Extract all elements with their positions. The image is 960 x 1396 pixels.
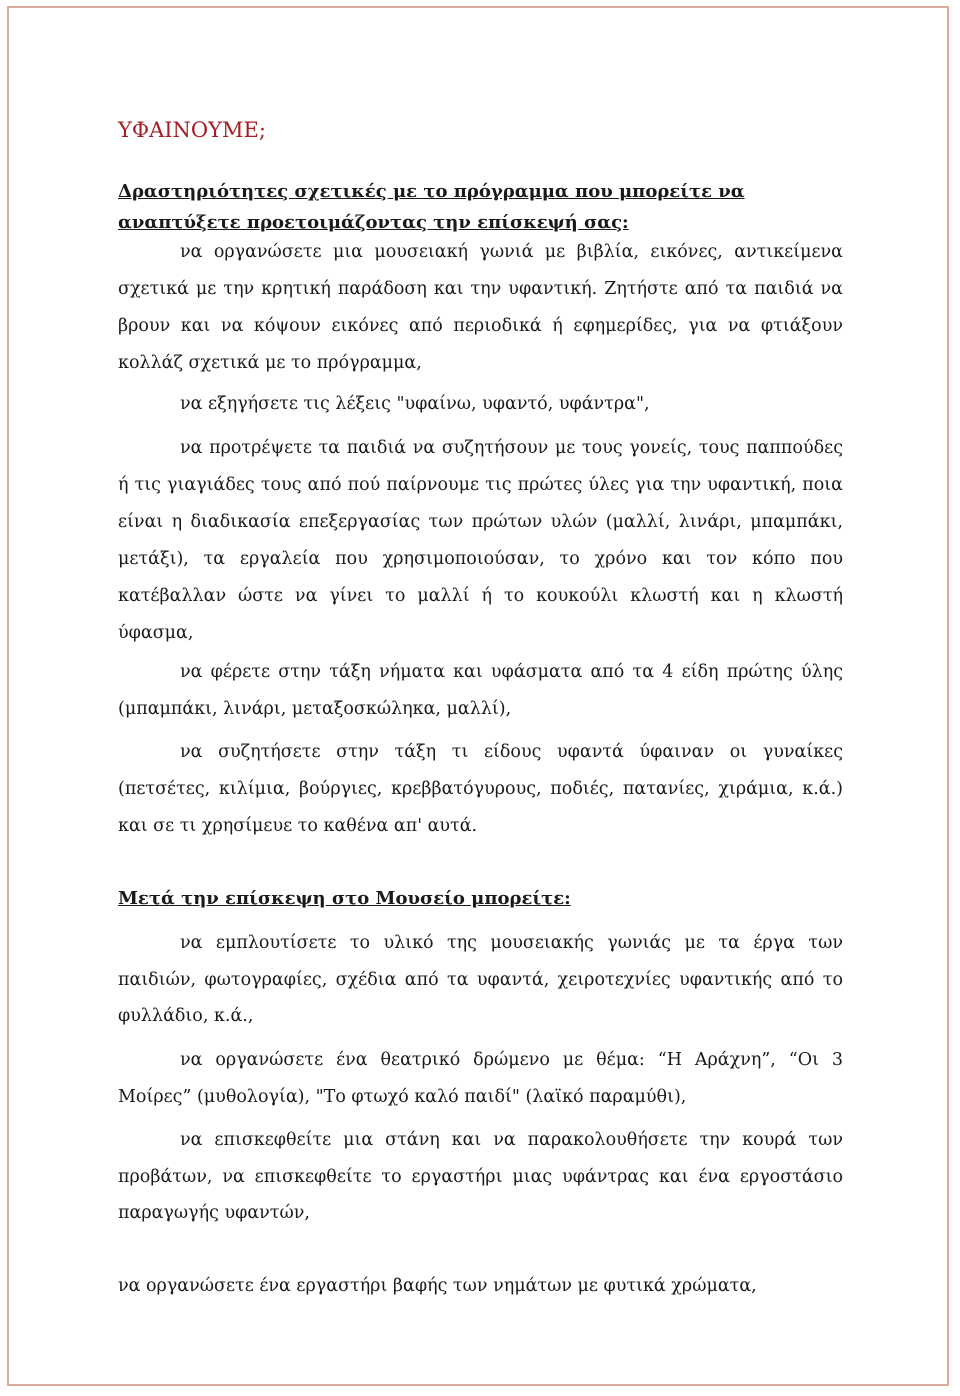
paragraph-discuss-with-parents: να προτρέψετε τα παιδιά να συζητήσουν με τους γονείς, τους παππούδες ή τις γιαγιάδες τους από πού παίρνουμε τις πρώτες ύλες για την υφαντική, ποια είναι η διαδικασία επεξεργασίας των πρώτων υλών (μαλλί, λινάρι, μπαμπάκι, μετάξι), τα εργαλεία που χρησιμοποιούσαν, το χρόνο και τον κόπο που κατέβαλλαν ώστε να γίνει το μαλλί ή το κουκούλι κλωστή και η κλωστή ύφασμα,	[118, 438, 843, 643]
paragraph-theatre: να οργανώσετε ένα θεατρικό δρώμενο με θέμα: “Η Αράχνη”, “Οι 3 Μοίρες” (μυθολογία), "Το φτωχό καλό παιδί" (λαϊκό παραμύθι),	[118, 1050, 843, 1107]
paragraph-visit-sheepfold: να επισκεφθείτε μια στάνη και να παρακολουθήσετε την κουρά των προβάτων, να επισκεφθείτε το εργαστήρι μιας υφάντρας και ένα εργοστάσιο παραγωγής υφαντών,	[118, 1130, 843, 1223]
paragraph-dyeing-workshop: να οργανώσετε ένα εργαστήρι βαφής των νημάτων με φυτικά χρώματα,	[118, 1276, 757, 1296]
section-heading-after-visit: Μετά την επίσκεψη στο Μουσείο μπορείτε:	[118, 888, 571, 909]
paragraph-explain-words: να εξηγήσετε τις λέξεις "υφαίνω, υφαντό, υφάντρα",	[180, 394, 650, 414]
paragraph-museum-corner: να οργανώσετε μια μουσειακή γωνιά με βιβλία, εικόνες, αντικείμενα σχετικά με την κρητική παράδοση και την υφαντική. Ζητήστε από τα παιδιά να βρουν και να κόψουν εικόνες από περιοδικά ή εφημερίδες, για να φτιάξουν κολλάζ σχετικά με το πρόγραμμα,	[118, 242, 843, 373]
section-heading-before-visit: Δραστηριότητες σχετικές με το πρόγραμμα που μπορείτε να αναπτύξετε προετοιμάζοντας την επίσκεψή σας:	[118, 181, 745, 233]
paragraph-enrich-corner: να εμπλουτίσετε το υλικό της μουσειακής γωνιάς με τα έργα των παιδιών, φωτογραφίες, σχέδια από τα υφαντά, χειροτεχνίες υφαντικής από το φυλλάδιο, κ.ά.,	[118, 933, 843, 1026]
paragraph-discuss-weavings: να συζητήσετε στην τάξη τι είδους υφαντά ύφαιναν οι γυναίκες (πετσέτες, κιλίμια, βούργιες, κρεββατόγυρους, ποδιές, πατανίες, χιράμια, κ.ά.) και σε τι χρησίμευε το καθένα απ' αυτά.	[118, 742, 843, 836]
document-title: ΥΦΑΙΝΟΥΜΕ;	[118, 118, 266, 142]
paragraph-bring-threads: να φέρετε στην τάξη νήματα και υφάσματα από τα 4 είδη πρώτης ύλης (μπαμπάκι, λινάρι, μεταξοσκώληκα, μαλλί),	[118, 662, 843, 719]
